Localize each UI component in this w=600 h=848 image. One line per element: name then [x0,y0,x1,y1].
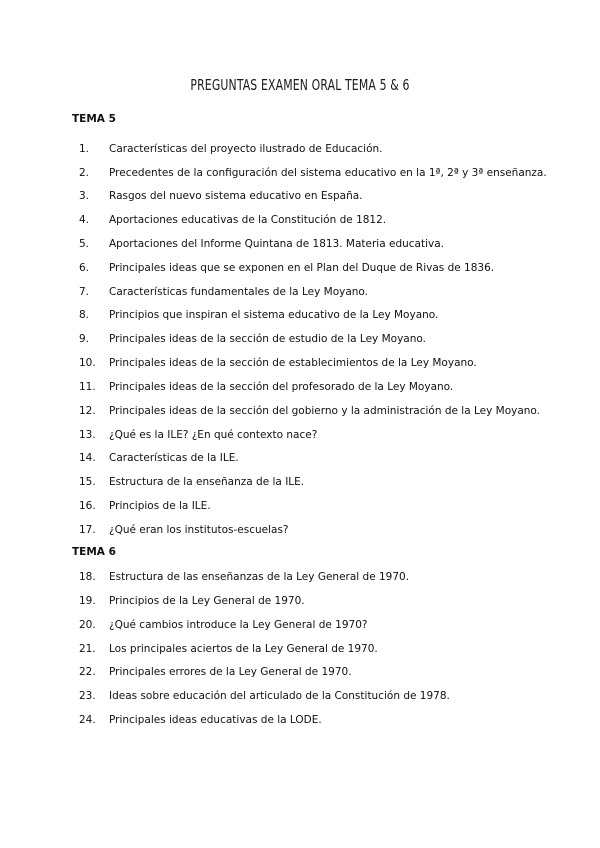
item-text: Características del proyecto ilustrado de Educación. [109,143,383,155]
item-number: 5. [79,238,90,250]
item-text: Principios que inspiran el sistema educativo de la Ley Moyano. [109,309,439,321]
item-text: Principales ideas de la sección de estudio de la Ley Moyano. [109,333,426,345]
item-text: Los principales aciertos de la Ley General de 1970. [109,643,378,655]
item-number: 4. [79,214,90,226]
item-number: 11. [79,381,96,393]
item-number: 17. [79,524,96,536]
item-text: Características de la ILE. [109,452,239,464]
item-text: Características fundamentales de la Ley Moyano. [109,286,368,298]
list-item [0,166,600,180]
list-item [0,332,600,346]
item-text: Estructura de la enseñanza de la ILE. [109,476,305,488]
item-text: Principales ideas de la sección del profesorado de la Ley Moyano. [109,381,454,393]
item-text: Estructura de las enseñanzas de la Ley General de 1970. [109,571,410,583]
list-item [0,618,600,632]
item-number: 1. [79,143,90,155]
section-heading-tema-6: TEMA 6 [72,546,116,558]
item-number: 16. [79,500,96,512]
item-number: 8. [79,309,90,321]
item-number: 24. [79,714,96,726]
list-item [0,285,600,299]
list-item [0,404,600,418]
item-number: 18. [79,571,96,583]
item-number: 10. [79,357,96,369]
item-number: 3. [79,190,90,202]
section-heading-tema-5: TEMA 5 [72,113,116,125]
item-number: 15. [79,476,96,488]
item-number: 22. [79,666,96,678]
item-number: 23. [79,690,96,702]
item-text: Principios de la ILE. [109,500,211,512]
list-item [0,499,600,513]
item-text: Precedentes de la configuración del sistema educativo en la 1ª, 2ª y 3ª enseñanza. [109,167,547,179]
list-item [0,261,600,275]
list-item [0,451,600,465]
item-number: 19. [79,595,96,607]
item-text: Principales ideas educativas de la LODE. [109,714,322,726]
item-number: 2. [79,167,90,179]
list-item [0,189,600,203]
item-text: Aportaciones del Informe Quintana de 1813. Materia educativa. [109,238,445,250]
item-number: 20. [79,619,96,631]
list-item [0,713,600,727]
item-number: 21. [79,643,96,655]
list-item [0,142,600,156]
list-item [0,665,600,679]
item-number: 13. [79,429,96,441]
list-item [0,356,600,370]
item-text: Principios de la Ley General de 1970. [109,595,305,607]
item-text: Principales errores de la Ley General de 1970. [109,666,352,678]
item-text: Aportaciones educativas de la Constitución de 1812. [109,214,387,226]
item-number: 6. [79,262,90,274]
item-text: Rasgos del nuevo sistema educativo en España. [109,190,363,202]
item-text: ¿Qué es la ILE? ¿En qué contexto nace? [109,429,318,441]
item-number: 7. [79,286,90,298]
item-number: 12. [79,405,96,417]
list-item [0,475,600,489]
list-item [0,689,600,703]
page-title: PREGUNTAS EXAMEN ORAL TEMA 5 & 6 [190,76,410,94]
list-item [0,213,600,227]
list-item [0,642,600,656]
list-item [0,570,600,584]
item-text: Ideas sobre educación del articulado de la Constitución de 1978. [109,690,450,702]
item-number: 14. [79,452,96,464]
list-item [0,523,600,537]
list-item [0,428,600,442]
list-item [0,380,600,394]
item-text: ¿Qué cambios introduce la Ley General de 1970? [109,619,368,631]
list-item [0,237,600,251]
list-item [0,594,600,608]
item-number: 9. [79,333,90,345]
item-text: ¿Qué eran los institutos-escuelas? [109,524,289,536]
list-item [0,308,600,322]
item-text: Principales ideas que se exponen en el Plan del Duque de Rivas de 1836. [109,262,495,274]
item-text: Principales ideas de la sección del gobierno y la administración de la Ley Moyano. [109,405,541,417]
item-text: Principales ideas de la sección de establecimientos de la Ley Moyano. [109,357,477,369]
